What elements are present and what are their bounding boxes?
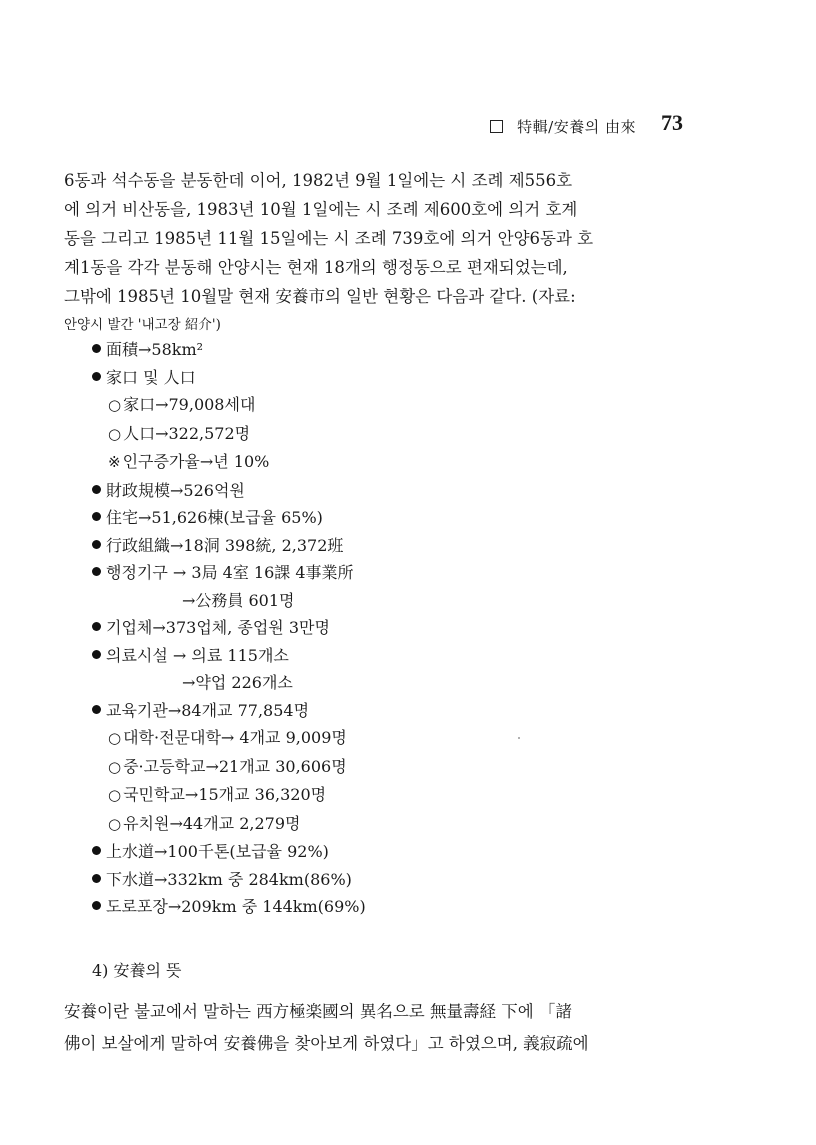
medical-text: 의료시설 → 의료 115개소: [106, 645, 289, 665]
circle-bullet-icon: ○: [108, 786, 122, 804]
education-text: 교육기관→84개교 77,854명: [106, 700, 310, 720]
square-box-icon: [490, 120, 503, 133]
list-subitem: [92, 781, 366, 810]
intro-line: 동을 그리고 1985년 11월 15일에는 시 조례 739호에 의거 안양6동과 호: [64, 229, 594, 248]
kindergarten-text: 유치원→44개교 2,279명: [123, 813, 301, 833]
bullet-icon: [92, 846, 101, 855]
sewer-text: 下水道→332km 중 284km(86%): [106, 869, 352, 889]
list-item: [92, 866, 366, 894]
list-item: [92, 614, 366, 642]
bullet-icon: [92, 485, 101, 494]
list-item: [92, 504, 366, 532]
reference-mark-icon: ※: [108, 453, 121, 471]
section-line: 佛이 보살에게 말하여 安養佛을 찾아보게 하였다」고 하였으며, 義寂疏에: [64, 1034, 589, 1053]
circle-bullet-icon: ○: [108, 396, 122, 414]
list-item: [92, 336, 366, 364]
households-text: 家口→79,008세대: [123, 395, 256, 414]
list-subitem: [92, 753, 366, 782]
universities-text: 대학·전문대학→ 4개교 9,009명: [123, 728, 347, 747]
officials-text: →公務員 601명: [182, 590, 295, 610]
intro-line: 6동과 석수동을 분동한데 이어, 1982년 9월 1일에는 시 조례 제556호: [64, 171, 573, 190]
bullet-icon: [92, 901, 101, 910]
businesses-text: 기업체→373업체, 종업원 3만명: [106, 618, 330, 637]
water-supply-text: 上水道→100千톤(보급율 92%): [106, 842, 329, 861]
intro-line: 그밖에 1985년 10월말 현재 安養市의 일반 현황은 다음과 같다. (자료:: [64, 287, 576, 306]
page-number: 73: [661, 110, 683, 135]
growth-text: 인구증가율→년 10%: [122, 452, 270, 471]
section-line: 安養이란 불교에서 말하는 西方極楽國의 異名으로 無量壽経 下에 「諸: [64, 1002, 572, 1021]
list-item: [92, 893, 366, 921]
bullet-icon: [92, 344, 101, 353]
admin-bodies-text: 행정기구 → 3局 4室 16課 4事業所: [106, 563, 354, 582]
list-item: [92, 642, 366, 670]
bullet-icon: [92, 540, 101, 549]
bullet-icon: [92, 622, 101, 631]
intro-line: 계1동을 각각 분동해 안양시는 현재 18개의 행정동으로 편재되었는데,: [64, 258, 568, 277]
print-speck: [518, 737, 520, 739]
running-head: [490, 116, 636, 137]
admin-org-text: 行政組織→18洞 398統, 2,372班: [106, 535, 344, 555]
list-item: [92, 477, 366, 505]
list-item: [92, 559, 366, 587]
list-item: [92, 838, 366, 866]
section-heading: 4) 安養의 뜻: [92, 961, 182, 980]
list-continuation: [92, 669, 366, 697]
primary-text: 국민학교→15개교 36,320명: [123, 785, 327, 804]
list-item: [92, 532, 366, 560]
list-item: [92, 697, 366, 725]
households-people-text: 家口 및 人口: [106, 367, 196, 387]
bullet-icon: [92, 874, 101, 883]
list-item: [92, 364, 366, 392]
bullet-icon: [92, 512, 101, 521]
bullet-icon: [92, 372, 101, 381]
bullet-icon: [92, 705, 101, 714]
roads-text: 도로포장→209km 중 144km(69%): [106, 897, 366, 916]
stats-list: [92, 336, 366, 921]
circle-bullet-icon: ○: [108, 814, 122, 833]
source-note: 안양시 발간 '내고장 紹介'): [64, 317, 221, 333]
pharmacies-text: →약업 226개소: [182, 673, 293, 692]
population-text: 人口→322,572명: [123, 423, 251, 443]
list-subitem: [92, 420, 366, 449]
bullet-icon: [92, 650, 101, 659]
secondary-text: 중·고등학교→21개교 30,606명: [123, 756, 347, 776]
housing-text: 住宅→51,626棟(보급율 65%): [106, 508, 323, 527]
list-subitem: [92, 448, 366, 477]
list-subitem: [92, 724, 366, 753]
intro-line: 에 의거 비산동을, 1983년 10월 1일에는 시 조례 제600호에 의거 호계: [64, 200, 578, 219]
list-continuation: [92, 587, 366, 615]
area-text: 面積→58km²: [106, 340, 204, 359]
section-paragraph: [64, 996, 704, 1060]
intro-paragraph: [64, 166, 704, 340]
circle-bullet-icon: ○: [108, 729, 122, 747]
bullet-icon: [92, 567, 101, 576]
circle-bullet-icon: ○: [108, 757, 122, 776]
running-title: 特輯/安養의 由來: [517, 118, 636, 136]
budget-text: 財政規模→526억원: [106, 480, 245, 500]
list-subitem: [92, 810, 366, 839]
list-subitem: [92, 391, 366, 420]
circle-bullet-icon: ○: [108, 424, 122, 443]
